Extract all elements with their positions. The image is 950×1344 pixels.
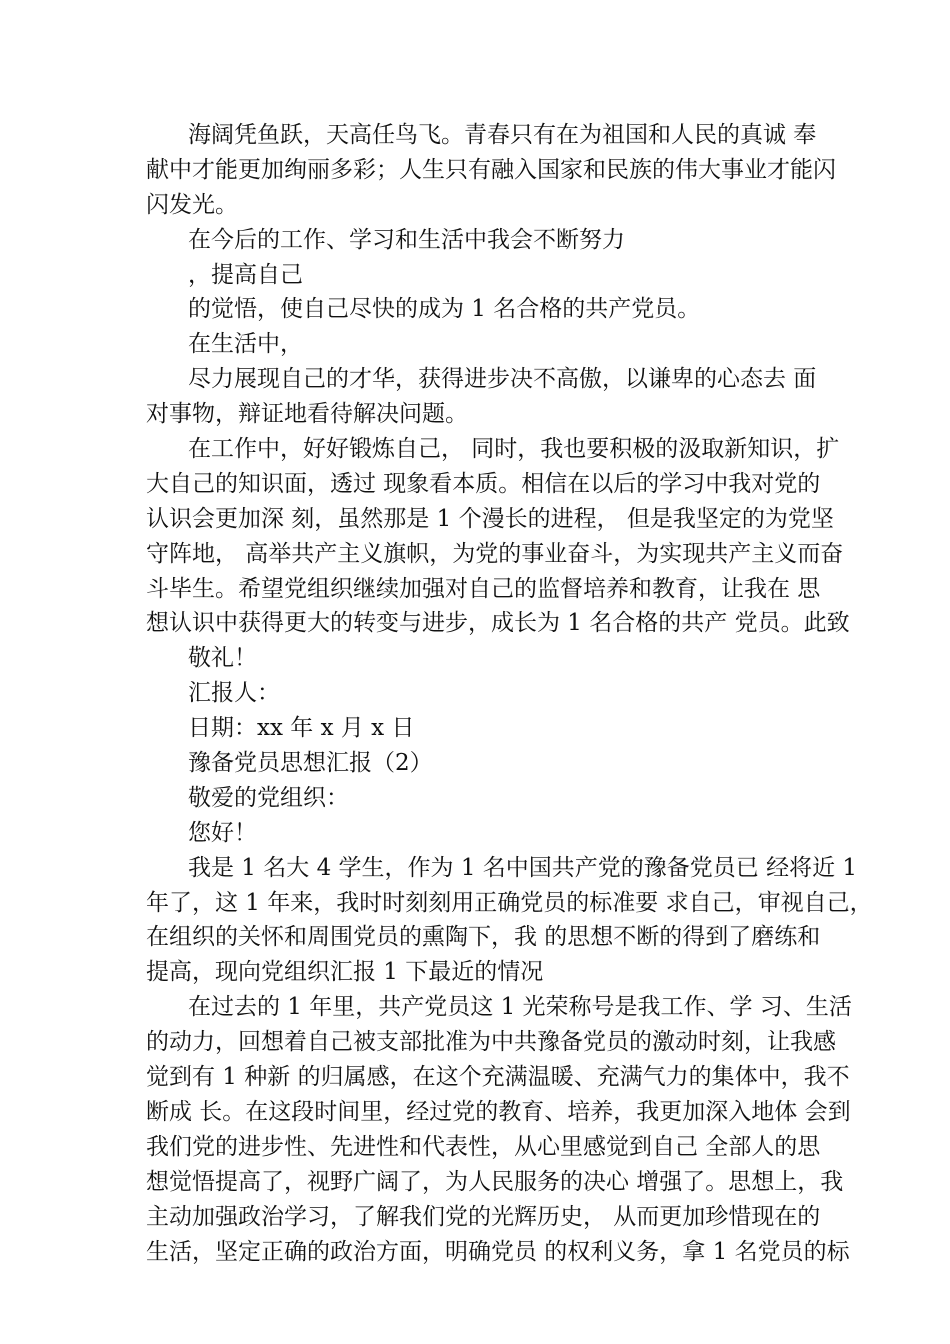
text-line: 您好！ <box>188 819 257 846</box>
text-line: 生活，坚定正确的政治方面，明确党员 的权利义务，拿 1 名党员的标 <box>146 1238 850 1265</box>
text-line: 献中才能更加绚丽多彩；人生只有融入国家和民族的伟大事业才能闪 <box>146 156 836 183</box>
text-line: 守阵地， 高举共产主义旗帜，为党的事业奋斗，为实现共产主义而奋 <box>146 540 844 567</box>
text-line: 在生活中， <box>188 331 303 358</box>
text-line: 想认识中获得更大的转变与进步，成长为 1 名合格的共产 党员。此致 <box>146 610 850 637</box>
text-line: 年了，这 1 年来，我时时刻刻用正确党员的标准要 求自己，审视自己， <box>146 889 873 916</box>
text-line: 汇报人： <box>188 680 280 707</box>
text-line: 的觉悟，使自己尽快的成为 1 名合格的共产党员。 <box>188 296 701 323</box>
text-line: 认识会更加深 刻，虽然那是 1 个漫长的进程， 但是我坚定的为党坚 <box>146 505 834 532</box>
text-line: 的动力，回想着自己被支部批准为中共豫备党员的激动时刻，让我感 <box>146 1029 836 1056</box>
text-line: 在组织的关怀和周围党员的熏陶下，我 的思想不断的得到了磨练和 <box>146 924 821 951</box>
text-line: 我是 1 名大 4 学生，作为 1 名中国共产党的豫备党员已 经将近 1 <box>188 854 858 881</box>
text-line: 闪发光。 <box>146 191 238 218</box>
text-line: 日期：xx 年 x 月 x 日 <box>188 715 415 742</box>
text-line: 主动加强政治学习，了解我们党的光辉历史， 从而更加珍惜现在的 <box>146 1203 821 1230</box>
text-line: 海阔凭鱼跃，天高任鸟飞。青春只有在为祖国和人民的真诚 奉 <box>188 122 817 148</box>
text-line: 我们党的进步性、先进性和代表性，从心里感觉到自己 全部人的思 <box>146 1133 821 1160</box>
text-line: 豫备党员思想汇报（2） <box>188 750 433 777</box>
text-line: 觉到有 1 种新 的归属感，在这个充满温暖、充满气力的集体中，我不 <box>146 1064 850 1091</box>
text-line: 尽力展现自己的才华，获得进步决不高傲，以谦卑的心态去 面 <box>188 366 817 393</box>
text-line: 在今后的工作、学习和生活中我会不断努力 <box>188 226 625 253</box>
text-line: 在工作中，好好锻炼自己， 同时，我也要积极的汲取新知识，扩 <box>188 436 840 463</box>
text-line: 敬爱的党组织： <box>188 784 349 811</box>
text-line: 在过去的 1 年里，共产党员这 1 光荣称号是我工作、学 习、生活 <box>188 994 852 1021</box>
text-line: 想觉悟提高了，视野广阔了，为人民服务的决心 增强了。思想上，我 <box>146 1168 844 1195</box>
text-line: 对事物，辩证地看待解决问题。 <box>146 401 468 428</box>
text-line: 敬礼！ <box>188 645 257 672</box>
document-body <box>146 118 873 1269</box>
text-line: ，提高自己 <box>188 261 303 288</box>
text-line: 大自己的知识面，透过 现象看本质。相信在以后的学习中我对党的 <box>146 470 821 497</box>
text-line: 斗毕生。希望党组织继续加强对自己的监督培养和教育，让我在 思 <box>146 575 821 602</box>
text-line: 提高，现向党组织汇报 1 下最近的情况 <box>146 959 544 986</box>
text-line: 断成 长。在这段时间里，经过党的教育、培养，我更加深入地体 会到 <box>146 1098 851 1125</box>
